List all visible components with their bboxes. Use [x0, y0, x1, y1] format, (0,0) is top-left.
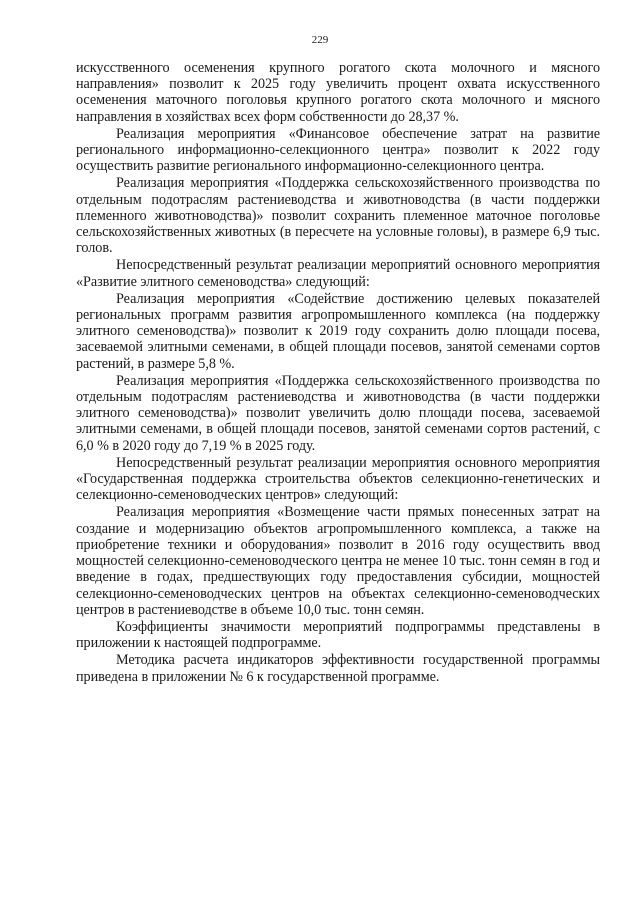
paragraph-elite-seed-target: Реализация мероприятия «Содействие достижению целевых показателей региональных программ развития агропромышленного комплекса (на поддержку элитного семеноводства)» позволит к 2019 году сохранить долю площади посева, засеваемой элитными семенами, в общей площади посевов, занятой семенами сортов растений, в размере 5,8 %. [76, 290, 600, 372]
paragraph-breeding-centers-result: Непосредственный результат реализации мероприятия основного мероприятия «Государственная поддержка строительства объектов селекционно-генетических и селекционно-семеноводческих центров» следующий: [76, 454, 600, 504]
paragraph-cost-compensation: Реализация мероприятия «Возмещение части прямых понесенных затрат на создание и модернизацию объектов агропромышленного комплекса, а также на приобретение техники и оборудования» позволит в 2016 году осуществить ввод мощностей селекционно-семеноводческого центра не менее 10 тыс. тонн семян в год и введение в годах, предшествующих году предоставления субсидии, мощностей селекционно-семеноводческих центров на объектах селекционно-семеноводческих центров в растениеводстве в объеме 10,0 тыс. тонн семян. [76, 504, 600, 618]
paragraph-coefficients: Коэффициенты значимости мероприятий подпрограммы представлены в приложении к настоящей подпрограмме. [76, 618, 600, 652]
paragraph-methodology: Методика расчета индикаторов эффективности государственной программы приведена в приложении № 6 к государственной программе. [76, 652, 600, 685]
paragraph-elite-seed-result: Непосредственный результат реализации мероприятий основного мероприятия «Развитие элитного семеноводства» следующий: [76, 257, 600, 290]
paragraph-regional-center: Реализация мероприятия «Финансовое обеспечение затрат на развитие регионального информационно-селекционного центра» позволит к 2022 году осуществить развитие регионального информационно-селекционного центра. [76, 125, 600, 175]
document-body [76, 60, 600, 685]
page-number: 229 [311, 34, 329, 46]
paragraph-elite-seed-support: Реализация мероприятия «Поддержка сельскохозяйственного производства по отдельным подотраслям растениеводства и животноводства (в части поддержки элитного семеноводства)» позволит увеличить долю площади посева, засеваемой элитными семенами, в общей площади посевов, занятой семенами сортов растений, с 6,0 % в 2020 году до 7,19 % в 2025 году. [76, 372, 600, 454]
paragraph-continuation: искусственного осеменения крупного рогатого скота молочного и мясного направления» позволит к 2025 году увеличить процент охвата искусственного осеменения маточного поголовья крупного рогатого скота молочного и мясного направления в хозяйствах всех форм собственности до 28,37 %. [76, 60, 600, 125]
paragraph-breeding-livestock: Реализация мероприятия «Поддержка сельскохозяйственного производства по отдельным подотраслям растениеводства и животноводства (в части поддержки племенного животноводства)» позволит сохранить племенное маточное поголовье сельскохозяйственных животных (в пересчете на условные головы), в размере 6,9 тыс. голов. [76, 175, 600, 257]
